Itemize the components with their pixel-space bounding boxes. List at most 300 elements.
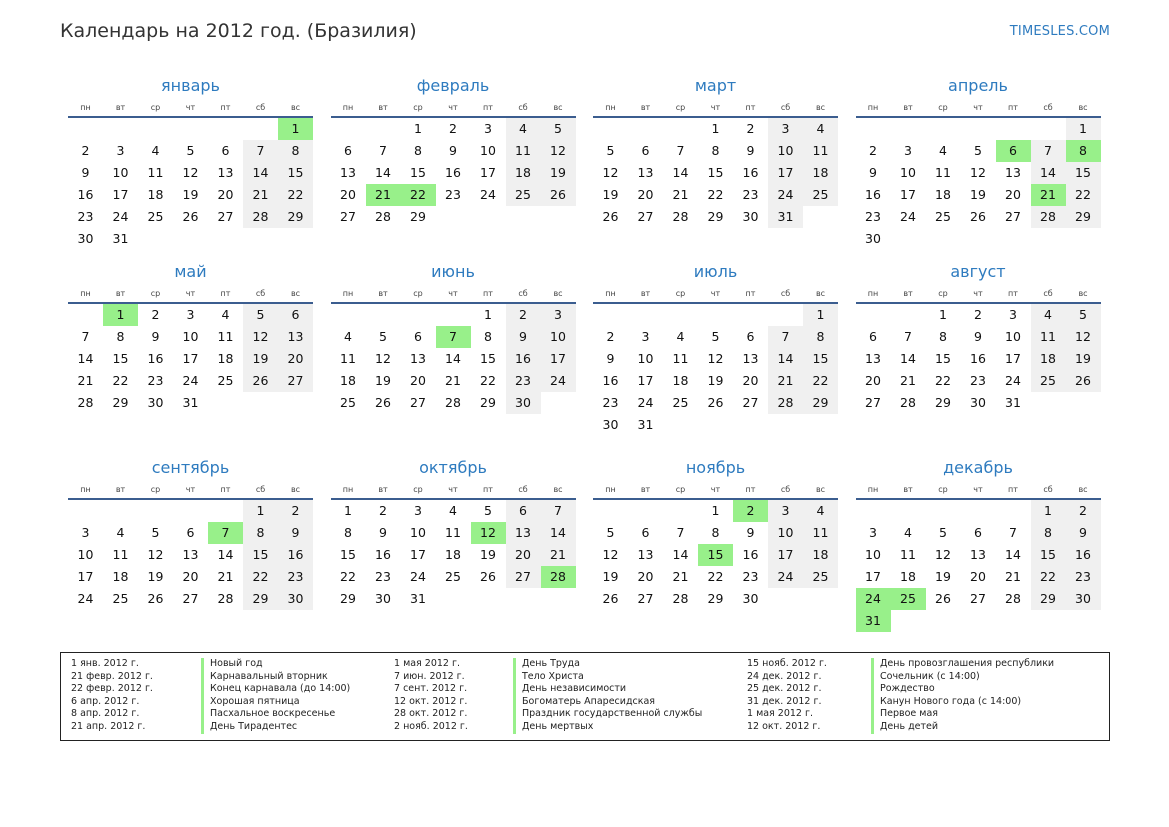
day-cell[interactable]: 14 <box>217 547 234 562</box>
day-cell[interactable]: 15 <box>340 547 356 562</box>
day-cell[interactable]: 20 <box>970 569 986 584</box>
weekend-day[interactable]: 23 <box>278 566 313 588</box>
day-cell[interactable]: 6 <box>869 329 877 344</box>
day-cell[interactable]: 6 <box>186 525 195 540</box>
weekend-day[interactable]: 24 <box>541 370 576 392</box>
weekend-day[interactable]: 10 <box>768 522 803 544</box>
day-cell[interactable]: 22 <box>112 373 129 388</box>
day-cell[interactable]: 21 <box>217 569 234 584</box>
day-cell[interactable]: 11 <box>672 351 689 366</box>
day-cell[interactable]: 17 <box>900 187 916 202</box>
day-cell[interactable]: 22 <box>480 373 496 388</box>
weekend-day[interactable]: 19 <box>541 162 576 184</box>
weekend-day[interactable]: 4 <box>506 118 541 140</box>
weekend-day[interactable]: 22 <box>1066 184 1101 206</box>
day-cell[interactable]: 23 <box>375 569 391 584</box>
day-cell[interactable]: 15 <box>707 165 724 180</box>
day-cell[interactable]: 11 <box>935 165 951 180</box>
weekend-day[interactable]: 16 <box>278 544 313 566</box>
weekend-day[interactable]: 25 <box>803 184 838 206</box>
weekend-day[interactable]: 4 <box>803 118 838 140</box>
day-cell[interactable]: 12 <box>602 165 619 180</box>
weekend-day[interactable]: 10 <box>768 140 803 162</box>
weekend-day[interactable]: 25 <box>506 184 541 206</box>
day-cell[interactable]: 23 <box>147 373 164 388</box>
day-cell[interactable]: 26 <box>935 591 951 606</box>
weekend-day[interactable]: 15 <box>1066 162 1101 184</box>
weekend-day[interactable]: 2 <box>278 500 313 522</box>
day-cell[interactable]: 28 <box>375 209 391 224</box>
weekend-day[interactable]: 15 <box>803 348 838 370</box>
day-cell[interactable]: 9 <box>746 143 755 158</box>
day-cell[interactable]: 28 <box>672 209 689 224</box>
weekend-day[interactable]: 11 <box>803 140 838 162</box>
day-cell[interactable]: 21 <box>672 569 689 584</box>
day-cell[interactable]: 13 <box>637 165 654 180</box>
weekend-day[interactable]: 15 <box>1031 544 1066 566</box>
day-cell[interactable]: 6 <box>641 525 650 540</box>
day-cell[interactable]: 12 <box>147 547 164 562</box>
weekend-day[interactable]: 12 <box>541 140 576 162</box>
weekend-day[interactable]: 11 <box>506 140 541 162</box>
day-cell[interactable]: 25 <box>112 591 129 606</box>
day-cell[interactable]: 7 <box>379 143 387 158</box>
weekend-day[interactable]: 5 <box>541 118 576 140</box>
day-cell[interactable]: 28 <box>900 395 916 410</box>
day-cell[interactable]: 22 <box>707 187 724 202</box>
day-cell[interactable]: 4 <box>151 143 160 158</box>
day-cell[interactable]: 1 <box>414 121 422 136</box>
day-cell[interactable]: 2 <box>151 307 160 322</box>
weekend-day[interactable]: 7 <box>541 500 576 522</box>
day-cell[interactable]: 21 <box>900 373 916 388</box>
day-cell[interactable]: 24 <box>182 373 199 388</box>
day-cell[interactable]: 16 <box>970 351 986 366</box>
day-cell[interactable]: 3 <box>116 143 125 158</box>
weekend-day[interactable]: 12 <box>1066 326 1101 348</box>
day-cell[interactable]: 2 <box>746 121 755 136</box>
day-cell[interactable]: 15 <box>935 351 951 366</box>
weekend-day[interactable]: 1 <box>1066 118 1101 140</box>
site-link[interactable]: TIMESLES.COM <box>1009 24 1110 39</box>
day-cell[interactable]: 6 <box>414 329 422 344</box>
day-cell[interactable]: 4 <box>676 329 685 344</box>
weekend-day[interactable]: 18 <box>803 162 838 184</box>
day-cell[interactable]: 14 <box>672 547 689 562</box>
day-cell[interactable]: 23 <box>445 187 461 202</box>
day-cell[interactable]: 13 <box>340 165 356 180</box>
day-cell[interactable]: 8 <box>414 143 422 158</box>
day-cell[interactable]: 14 <box>900 351 916 366</box>
day-cell[interactable]: 3 <box>1009 307 1017 322</box>
day-cell[interactable]: 25 <box>445 569 461 584</box>
day-cell[interactable]: 16 <box>77 187 94 202</box>
holiday-day[interactable]: 21 <box>1031 184 1066 206</box>
weekend-day[interactable]: 27 <box>278 370 313 392</box>
weekend-day[interactable]: 29 <box>803 392 838 414</box>
day-cell[interactable]: 15 <box>410 165 426 180</box>
day-cell[interactable]: 10 <box>865 547 881 562</box>
day-cell[interactable]: 15 <box>112 351 129 366</box>
day-cell[interactable]: 16 <box>445 165 461 180</box>
day-cell[interactable]: 3 <box>904 143 912 158</box>
day-cell[interactable]: 13 <box>970 547 986 562</box>
weekend-day[interactable]: 3 <box>541 304 576 326</box>
day-cell[interactable]: 5 <box>379 329 387 344</box>
day-cell[interactable]: 6 <box>221 143 230 158</box>
day-cell[interactable]: 8 <box>711 143 720 158</box>
holiday-day[interactable]: 1 <box>103 304 138 326</box>
weekend-day[interactable]: 7 <box>768 326 803 348</box>
day-cell[interactable]: 21 <box>77 373 94 388</box>
day-cell[interactable]: 30 <box>742 209 759 224</box>
day-cell[interactable]: 12 <box>970 165 986 180</box>
weekend-day[interactable]: 8 <box>803 326 838 348</box>
day-cell[interactable]: 18 <box>445 547 461 562</box>
day-cell[interactable]: 2 <box>449 121 457 136</box>
day-cell[interactable]: 19 <box>602 569 619 584</box>
holiday-day[interactable]: 24 <box>856 588 891 610</box>
day-cell[interactable]: 24 <box>1005 373 1021 388</box>
weekend-day[interactable]: 29 <box>243 588 278 610</box>
day-cell[interactable]: 7 <box>81 329 90 344</box>
day-cell[interactable]: 20 <box>637 569 654 584</box>
day-cell[interactable]: 18 <box>900 569 916 584</box>
day-cell[interactable]: 21 <box>445 373 461 388</box>
day-cell[interactable]: 24 <box>410 569 426 584</box>
day-cell[interactable]: 11 <box>112 547 129 562</box>
weekend-day[interactable]: 29 <box>278 206 313 228</box>
weekend-day[interactable]: 20 <box>506 544 541 566</box>
day-cell[interactable]: 23 <box>742 187 759 202</box>
holiday-day[interactable]: 31 <box>856 610 891 632</box>
weekend-day[interactable]: 1 <box>803 304 838 326</box>
weekend-day[interactable]: 13 <box>278 326 313 348</box>
day-cell[interactable]: 10 <box>410 525 426 540</box>
day-cell[interactable]: 16 <box>602 373 619 388</box>
day-cell[interactable]: 18 <box>340 373 356 388</box>
day-cell[interactable]: 29 <box>707 209 724 224</box>
day-cell[interactable]: 5 <box>151 525 160 540</box>
day-cell[interactable]: 21 <box>1005 569 1021 584</box>
day-cell[interactable]: 17 <box>480 165 496 180</box>
day-cell[interactable]: 5 <box>484 503 492 518</box>
day-cell[interactable]: 12 <box>602 547 619 562</box>
weekend-day[interactable]: 28 <box>1031 206 1066 228</box>
day-cell[interactable]: 4 <box>116 525 125 540</box>
day-cell[interactable]: 12 <box>935 547 951 562</box>
day-cell[interactable]: 2 <box>81 143 90 158</box>
day-cell[interactable]: 18 <box>672 373 689 388</box>
weekend-day[interactable]: 22 <box>803 370 838 392</box>
day-cell[interactable]: 8 <box>116 329 125 344</box>
day-cell[interactable]: 27 <box>637 591 654 606</box>
day-cell[interactable]: 17 <box>182 351 199 366</box>
day-cell[interactable]: 29 <box>707 591 724 606</box>
weekend-day[interactable]: 6 <box>506 500 541 522</box>
day-cell[interactable]: 5 <box>606 525 615 540</box>
weekend-day[interactable]: 31 <box>768 206 803 228</box>
weekend-day[interactable]: 24 <box>768 184 803 206</box>
weekend-day[interactable]: 26 <box>541 184 576 206</box>
day-cell[interactable]: 23 <box>970 373 986 388</box>
weekend-day[interactable]: 14 <box>541 522 576 544</box>
weekend-day[interactable]: 22 <box>278 184 313 206</box>
day-cell[interactable]: 5 <box>711 329 720 344</box>
day-cell[interactable]: 3 <box>414 503 422 518</box>
weekend-day[interactable]: 14 <box>1031 162 1066 184</box>
holiday-day[interactable]: 22 <box>401 184 436 206</box>
day-cell[interactable]: 26 <box>707 395 724 410</box>
day-cell[interactable]: 2 <box>869 143 877 158</box>
weekend-day[interactable]: 1 <box>243 500 278 522</box>
day-cell[interactable]: 1 <box>484 307 492 322</box>
day-cell[interactable]: 4 <box>904 525 912 540</box>
weekend-day[interactable]: 26 <box>243 370 278 392</box>
day-cell[interactable]: 13 <box>410 351 426 366</box>
day-cell[interactable]: 19 <box>935 569 951 584</box>
day-cell[interactable]: 9 <box>606 351 615 366</box>
day-cell[interactable]: 12 <box>182 165 199 180</box>
weekend-day[interactable]: 8 <box>1031 522 1066 544</box>
day-cell[interactable]: 11 <box>147 165 164 180</box>
weekend-day[interactable]: 22 <box>1031 566 1066 588</box>
day-cell[interactable]: 6 <box>344 143 352 158</box>
day-cell[interactable]: 14 <box>375 165 391 180</box>
weekend-day[interactable]: 9 <box>506 326 541 348</box>
day-cell[interactable]: 27 <box>970 591 986 606</box>
day-cell[interactable]: 28 <box>672 591 689 606</box>
day-cell[interactable]: 5 <box>606 143 615 158</box>
day-cell[interactable]: 3 <box>81 525 90 540</box>
day-cell[interactable]: 20 <box>182 569 199 584</box>
day-cell[interactable]: 7 <box>904 329 912 344</box>
day-cell[interactable]: 19 <box>707 373 724 388</box>
day-cell[interactable]: 20 <box>742 373 759 388</box>
day-cell[interactable]: 8 <box>939 329 947 344</box>
day-cell[interactable]: 26 <box>602 591 619 606</box>
weekend-day[interactable]: 4 <box>803 500 838 522</box>
day-cell[interactable]: 20 <box>1005 187 1021 202</box>
day-cell[interactable]: 20 <box>340 187 356 202</box>
day-cell[interactable]: 25 <box>147 209 164 224</box>
day-cell[interactable]: 9 <box>379 525 387 540</box>
day-cell[interactable]: 14 <box>77 351 94 366</box>
day-cell[interactable]: 22 <box>340 569 356 584</box>
day-cell[interactable]: 1 <box>711 503 720 518</box>
day-cell[interactable]: 14 <box>445 351 461 366</box>
day-cell[interactable]: 24 <box>112 209 129 224</box>
weekend-day[interactable]: 30 <box>506 392 541 414</box>
day-cell[interactable]: 31 <box>182 395 199 410</box>
weekend-day[interactable]: 15 <box>243 544 278 566</box>
day-cell[interactable]: 9 <box>974 329 982 344</box>
day-cell[interactable]: 19 <box>375 373 391 388</box>
day-cell[interactable]: 14 <box>672 165 689 180</box>
day-cell[interactable]: 31 <box>1005 395 1021 410</box>
day-cell[interactable]: 3 <box>869 525 877 540</box>
day-cell[interactable]: 13 <box>217 165 234 180</box>
weekend-day[interactable]: 14 <box>768 348 803 370</box>
weekend-day[interactable]: 30 <box>1066 588 1101 610</box>
weekend-day[interactable]: 3 <box>768 118 803 140</box>
holiday-day[interactable]: 28 <box>541 566 576 588</box>
weekend-day[interactable]: 23 <box>1066 566 1101 588</box>
day-cell[interactable]: 15 <box>480 351 496 366</box>
weekend-day[interactable]: 12 <box>243 326 278 348</box>
weekend-day[interactable]: 11 <box>803 522 838 544</box>
day-cell[interactable]: 14 <box>1005 547 1021 562</box>
day-cell[interactable]: 17 <box>410 547 426 562</box>
weekend-day[interactable]: 13 <box>506 522 541 544</box>
day-cell[interactable]: 30 <box>77 231 94 246</box>
day-cell[interactable]: 20 <box>217 187 234 202</box>
day-cell[interactable]: 3 <box>641 329 650 344</box>
day-cell[interactable]: 12 <box>375 351 391 366</box>
day-cell[interactable]: 10 <box>480 143 496 158</box>
day-cell[interactable]: 11 <box>340 351 356 366</box>
weekend-day[interactable]: 9 <box>278 522 313 544</box>
day-cell[interactable]: 19 <box>970 187 986 202</box>
weekend-day[interactable]: 18 <box>506 162 541 184</box>
day-cell[interactable]: 28 <box>1005 591 1021 606</box>
day-cell[interactable]: 28 <box>445 395 461 410</box>
day-cell[interactable]: 8 <box>344 525 352 540</box>
day-cell[interactable]: 27 <box>637 209 654 224</box>
weekend-day[interactable]: 20 <box>278 348 313 370</box>
weekend-day[interactable]: 6 <box>278 304 313 326</box>
day-cell[interactable]: 9 <box>449 143 457 158</box>
day-cell[interactable]: 25 <box>672 395 689 410</box>
day-cell[interactable]: 27 <box>742 395 759 410</box>
holiday-day[interactable]: 7 <box>208 522 243 544</box>
weekend-day[interactable]: 5 <box>243 304 278 326</box>
weekend-day[interactable]: 2 <box>1066 500 1101 522</box>
day-cell[interactable]: 23 <box>742 569 759 584</box>
day-cell[interactable]: 28 <box>217 591 234 606</box>
day-cell[interactable]: 6 <box>641 143 650 158</box>
weekend-day[interactable]: 5 <box>1066 304 1101 326</box>
day-cell[interactable]: 27 <box>865 395 881 410</box>
day-cell[interactable]: 29 <box>112 395 129 410</box>
day-cell[interactable]: 19 <box>182 187 199 202</box>
day-cell[interactable]: 12 <box>707 351 724 366</box>
weekend-day[interactable]: 18 <box>803 544 838 566</box>
weekend-day[interactable]: 25 <box>803 566 838 588</box>
holiday-day[interactable]: 25 <box>891 588 926 610</box>
day-cell[interactable]: 26 <box>602 209 619 224</box>
day-cell[interactable]: 5 <box>939 525 947 540</box>
weekend-day[interactable]: 23 <box>506 370 541 392</box>
day-cell[interactable]: 17 <box>637 373 654 388</box>
day-cell[interactable]: 16 <box>742 165 759 180</box>
day-cell[interactable]: 2 <box>606 329 615 344</box>
weekend-day[interactable]: 25 <box>1031 370 1066 392</box>
day-cell[interactable]: 24 <box>480 187 496 202</box>
weekend-day[interactable]: 2 <box>506 304 541 326</box>
day-cell[interactable]: 17 <box>865 569 881 584</box>
day-cell[interactable]: 27 <box>182 591 199 606</box>
day-cell[interactable]: 20 <box>410 373 426 388</box>
day-cell[interactable]: 9 <box>746 525 755 540</box>
day-cell[interactable]: 7 <box>1009 525 1017 540</box>
day-cell[interactable]: 13 <box>182 547 199 562</box>
weekend-day[interactable]: 29 <box>1066 206 1101 228</box>
weekend-day[interactable]: 30 <box>278 588 313 610</box>
day-cell[interactable]: 6 <box>974 525 982 540</box>
day-cell[interactable]: 18 <box>217 351 234 366</box>
day-cell[interactable]: 1 <box>344 503 352 518</box>
day-cell[interactable]: 1 <box>939 307 947 322</box>
day-cell[interactable]: 29 <box>340 591 356 606</box>
day-cell[interactable]: 10 <box>112 165 129 180</box>
day-cell[interactable]: 7 <box>676 143 685 158</box>
day-cell[interactable]: 18 <box>935 187 951 202</box>
day-cell[interactable]: 20 <box>637 187 654 202</box>
weekend-day[interactable]: 28 <box>768 392 803 414</box>
day-cell[interactable]: 17 <box>112 187 129 202</box>
day-cell[interactable]: 21 <box>672 187 689 202</box>
weekend-day[interactable]: 17 <box>768 544 803 566</box>
day-cell[interactable]: 24 <box>77 591 94 606</box>
weekend-day[interactable]: 18 <box>1031 348 1066 370</box>
holiday-day[interactable]: 8 <box>1066 140 1101 162</box>
day-cell[interactable]: 18 <box>112 569 129 584</box>
day-cell[interactable]: 24 <box>900 209 916 224</box>
day-cell[interactable]: 13 <box>865 351 881 366</box>
weekend-day[interactable]: 8 <box>278 140 313 162</box>
day-cell[interactable]: 4 <box>221 307 230 322</box>
weekend-day[interactable]: 7 <box>1031 140 1066 162</box>
day-cell[interactable]: 31 <box>410 591 426 606</box>
weekend-day[interactable]: 21 <box>768 370 803 392</box>
weekend-day[interactable]: 21 <box>243 184 278 206</box>
weekend-day[interactable]: 19 <box>243 348 278 370</box>
day-cell[interactable]: 19 <box>480 547 496 562</box>
weekend-day[interactable]: 17 <box>768 162 803 184</box>
day-cell[interactable]: 16 <box>742 547 759 562</box>
day-cell[interactable]: 26 <box>480 569 496 584</box>
day-cell[interactable]: 30 <box>742 591 759 606</box>
day-cell[interactable]: 16 <box>375 547 391 562</box>
day-cell[interactable]: 23 <box>77 209 94 224</box>
day-cell[interactable]: 24 <box>637 395 654 410</box>
weekend-day[interactable]: 27 <box>506 566 541 588</box>
day-cell[interactable]: 16 <box>865 187 881 202</box>
weekend-day[interactable]: 19 <box>1066 348 1101 370</box>
day-cell[interactable]: 9 <box>81 165 90 180</box>
day-cell[interactable]: 9 <box>869 165 877 180</box>
weekend-day[interactable]: 11 <box>1031 326 1066 348</box>
day-cell[interactable]: 26 <box>375 395 391 410</box>
day-cell[interactable]: 1 <box>711 121 720 136</box>
weekend-day[interactable]: 14 <box>243 162 278 184</box>
weekend-day[interactable]: 16 <box>1066 544 1101 566</box>
day-cell[interactable]: 27 <box>340 209 356 224</box>
day-cell[interactable]: 23 <box>602 395 619 410</box>
day-cell[interactable]: 3 <box>186 307 195 322</box>
weekend-day[interactable]: 29 <box>1031 588 1066 610</box>
day-cell[interactable]: 17 <box>1005 351 1021 366</box>
day-cell[interactable]: 13 <box>637 547 654 562</box>
weekend-day[interactable]: 22 <box>243 566 278 588</box>
day-cell[interactable]: 30 <box>602 417 619 432</box>
weekend-day[interactable]: 21 <box>541 544 576 566</box>
day-cell[interactable]: 10 <box>1005 329 1021 344</box>
weekend-day[interactable]: 8 <box>243 522 278 544</box>
holiday-day[interactable]: 1 <box>278 118 313 140</box>
day-cell[interactable]: 25 <box>935 209 951 224</box>
